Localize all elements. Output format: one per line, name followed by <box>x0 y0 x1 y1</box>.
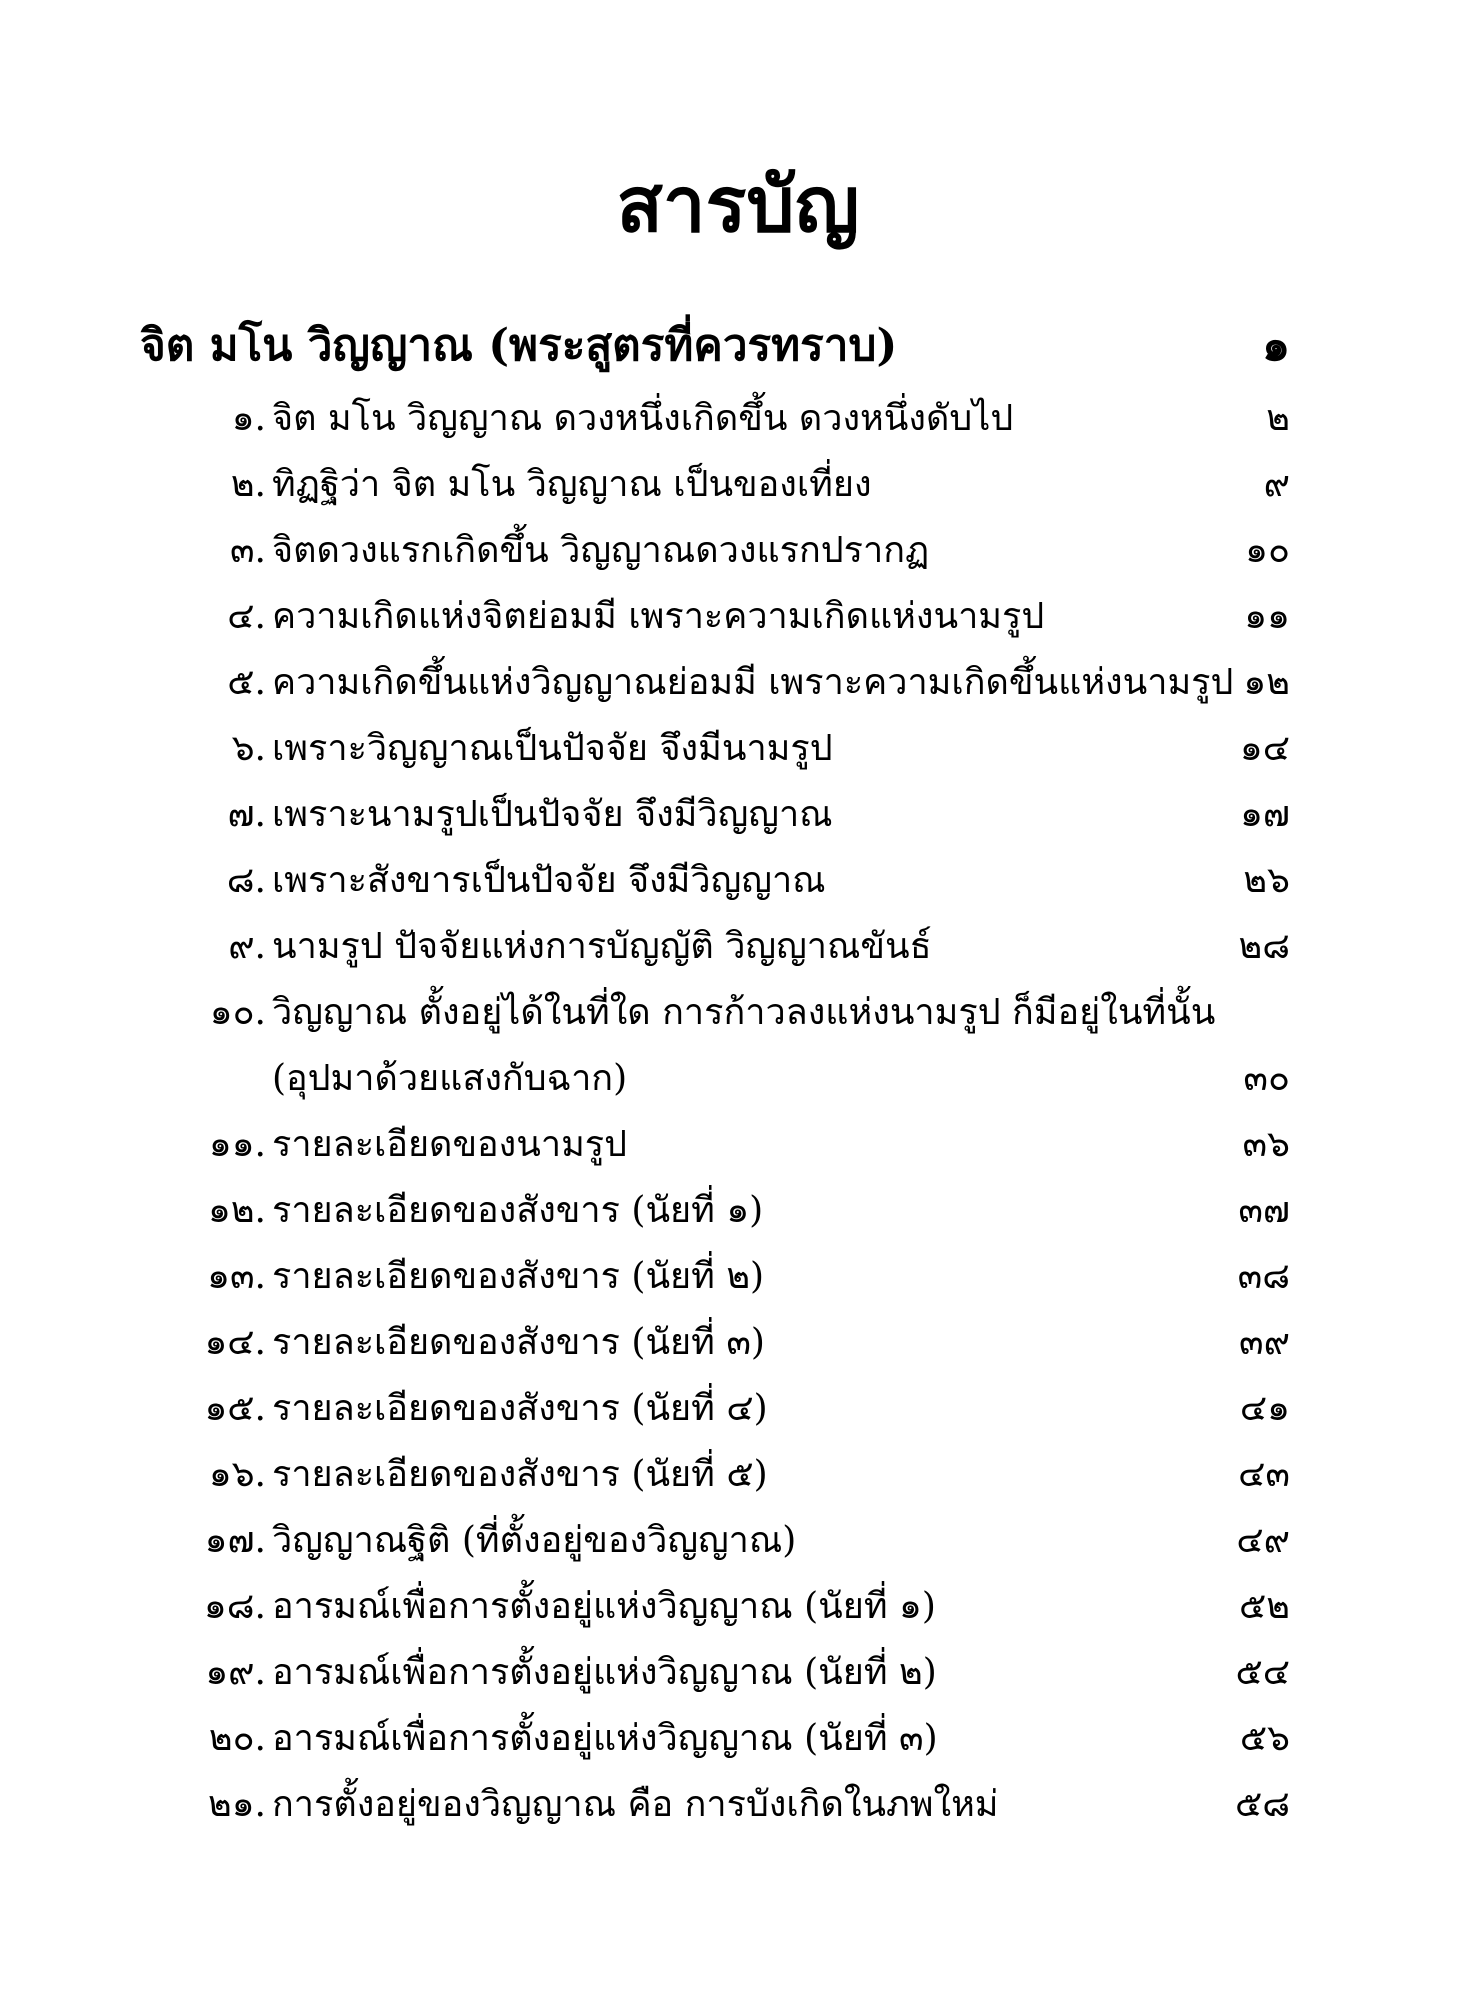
toc-entry-number: ๗. <box>227 794 266 835</box>
toc-entry-page-number: ๒ <box>1266 398 1290 439</box>
toc-entry-title-line: อารมณ์เพื่อการตั้งอยู่แห่งวิญญาณ (นัยที่ ๒) <box>272 1652 937 1693</box>
toc-entry <box>140 1706 1290 1772</box>
toc-entry-title-line: จิตดวงแรกเกิดขึ้น วิญญาณดวงแรกปรากฏ <box>272 530 930 571</box>
toc-entry-title-line: (อุปมาด้วยแสงกับฉาก) <box>272 1058 628 1099</box>
toc-entry-number: ๙. <box>228 926 266 967</box>
toc-entry <box>140 1244 1290 1310</box>
toc-entry-number: ๒๐. <box>208 1718 266 1759</box>
toc-entry-page-number: ๑๑ <box>1244 596 1290 637</box>
toc-entry-title <box>272 1376 768 1442</box>
toc-entry-title <box>272 1244 764 1310</box>
toc-entry <box>140 914 1290 980</box>
toc-entry-title <box>272 782 833 848</box>
toc-entry-number: ๑๑. <box>208 1124 266 1165</box>
toc-entry-title <box>272 980 1215 1112</box>
toc-list <box>140 386 1290 1838</box>
toc-entry-page-number: ๕๘ <box>1234 1784 1290 1825</box>
toc-entry-title-line: วิญญาณ ตั้งอยู่ได้ในที่ใด การก้าวลงแห่งนามรูป ก็มีอยู่ในที่นั้น <box>272 992 1216 1033</box>
toc-entry-page-number: ๑๔ <box>1239 728 1290 769</box>
toc-entry-number: ๑๖. <box>208 1454 266 1495</box>
toc-entry <box>140 1508 1290 1574</box>
toc-entry-page-number: ๒๘ <box>1238 926 1290 967</box>
toc-entry-title <box>272 650 1233 716</box>
toc-entry <box>140 1112 1290 1178</box>
toc-entry-number: ๑๗. <box>204 1520 266 1561</box>
toc-entry <box>140 386 1290 452</box>
toc-entry-number: ๔. <box>227 596 266 637</box>
toc-section-heading <box>140 310 1290 382</box>
toc-entry-number: ๕. <box>227 662 266 703</box>
toc-entry-number: ๒๑. <box>207 1784 266 1825</box>
page-title: สารบัญ <box>616 160 860 249</box>
toc-entry-title <box>272 386 1013 452</box>
toc-entry-title <box>272 1640 937 1706</box>
toc-entry <box>140 518 1290 584</box>
toc-entry-number: ๑๒. <box>207 1190 266 1231</box>
toc-entry <box>140 848 1290 914</box>
toc-entry-page-number: ๓๐ <box>1243 1058 1290 1099</box>
toc-entry-page-number: ๕๒ <box>1239 1586 1290 1627</box>
toc-entry-title-line: นามรูป ปัจจัยแห่งการบัญญัติ วิญญาณขันธ์ <box>272 926 932 967</box>
toc-entry-number: ๑๓. <box>207 1256 266 1297</box>
toc-entry <box>140 1772 1290 1838</box>
toc-entry-number: ๑๘. <box>203 1586 266 1627</box>
toc-entry-title-line: จิต มโน วิญญาณ ดวงหนึ่งเกิดขึ้น ดวงหนึ่งดับไป <box>272 398 1014 439</box>
toc-entry-title <box>272 518 929 584</box>
toc-entry-number: ๘. <box>226 860 266 901</box>
toc-entry-page-number: ๕๔ <box>1235 1652 1290 1693</box>
toc-entry-title-line: ทิฏฐิว่า จิต มโน วิญญาณ เป็นของเที่ยง <box>272 464 872 505</box>
toc-entry <box>140 452 1290 518</box>
toc-entry-page-number: ๙ <box>1263 464 1290 505</box>
toc-entry <box>140 584 1290 650</box>
toc-entry-title-line: ความเกิดแห่งจิตย่อมมี เพราะความเกิดแห่งนามรูป <box>272 596 1045 637</box>
toc-entry-title <box>272 1508 796 1574</box>
toc-entry-title-line: อารมณ์เพื่อการตั้งอยู่แห่งวิญญาณ (นัยที่ ๓) <box>272 1718 938 1759</box>
toc-entry-title <box>272 452 872 518</box>
toc-entry-number: ๖. <box>231 728 266 769</box>
toc-entry <box>140 980 1290 1112</box>
toc-entry <box>140 1640 1290 1706</box>
toc-entry <box>140 1310 1290 1376</box>
toc-entry-title <box>272 1706 938 1772</box>
toc-entry-number: ๓. <box>229 530 266 571</box>
toc-entry-title-line: รายละเอียดของสังขาร (นัยที่ ๒) <box>272 1256 765 1297</box>
toc-entry-title-line: รายละเอียดของสังขาร (นัยที่ ๓) <box>272 1322 765 1363</box>
toc-entry-title <box>272 716 833 782</box>
toc-entry-title <box>272 1112 627 1178</box>
toc-entry <box>140 650 1290 716</box>
toc-entry-title-line: ความเกิดขึ้นแห่งวิญญาณย่อมมี เพราะความเกิดขึ้นแห่งนามรูป <box>272 662 1234 703</box>
toc-entry-title <box>272 584 1044 650</box>
toc-entry <box>140 1442 1290 1508</box>
toc-entry-page-number: ๓๙ <box>1239 1322 1290 1363</box>
toc-entry-page-number: ๔๙ <box>1236 1520 1290 1561</box>
section-title: จิต มโน วิญญาณ (พระสูตรที่ควรทราบ) <box>140 320 898 371</box>
toc-entry-title-line: การตั้งอยู่ของวิญญาณ คือ การบังเกิดในภพใหม่ <box>272 1784 999 1825</box>
toc-entry-page-number: ๑๒ <box>1243 662 1290 703</box>
toc-entry-number: ๑. <box>231 398 266 439</box>
toc-entry <box>140 782 1290 848</box>
toc-entry-title-line: เพราะวิญญาณเป็นปัจจัย จึงมีนามรูป <box>272 728 833 769</box>
toc-entry-page-number: ๔๑ <box>1239 1388 1290 1429</box>
toc-entry-number: ๑๙. <box>205 1652 266 1693</box>
toc-entry-page-number: ๑๗ <box>1240 794 1290 835</box>
toc-entry-title <box>272 848 826 914</box>
toc-entry-title <box>272 1178 763 1244</box>
toc-entry-number: ๑๐. <box>209 992 266 1033</box>
toc-entry-title-line: รายละเอียดของสังขาร (นัยที่ ๔) <box>272 1388 768 1429</box>
toc-entry-title-line: รายละเอียดของสังขาร (นัยที่ ๕) <box>272 1454 768 1495</box>
toc-entry-page-number: ๕๖ <box>1239 1718 1290 1759</box>
toc-entry-title <box>272 914 932 980</box>
toc-entry-number: ๒. <box>230 464 266 505</box>
toc-entry-title <box>272 1772 999 1838</box>
toc-entry-page-number: ๑๐ <box>1245 530 1290 571</box>
toc-entry-number: ๑๕. <box>204 1388 266 1429</box>
toc-entry <box>140 716 1290 782</box>
toc-entry-page-number: ๔๓ <box>1238 1454 1290 1495</box>
toc-entry-page-number: ๓๗ <box>1238 1190 1290 1231</box>
toc-entry <box>140 1178 1290 1244</box>
toc-entry-title-line: วิญญาณฐิติ (ที่ตั้งอยู่ของวิญญาณ) <box>272 1520 797 1561</box>
toc-entry-title <box>272 1574 936 1640</box>
toc-entry-page-number: ๓๘ <box>1237 1256 1290 1297</box>
toc-entry-title <box>272 1310 765 1376</box>
toc-entry-title-line: รายละเอียดของสังขาร (นัยที่ ๑) <box>272 1190 764 1231</box>
toc-entry-title <box>272 1442 768 1508</box>
toc-entry-number: ๑๔. <box>204 1322 266 1363</box>
toc-entry-page-number: ๒๖ <box>1243 860 1290 901</box>
toc-entry-title-line: รายละเอียดของนามรูป <box>272 1124 627 1165</box>
toc-entry-page-number: ๓๖ <box>1242 1124 1290 1165</box>
toc-entry <box>140 1376 1290 1442</box>
toc-entry <box>140 1574 1290 1640</box>
toc-entry-title-line: เพราะนามรูปเป็นปัจจัย จึงมีวิญญาณ <box>272 794 833 835</box>
toc-entry-title-line: อารมณ์เพื่อการตั้งอยู่แห่งวิญญาณ (นัยที่ ๑) <box>272 1586 936 1627</box>
section-page-number: ๑ <box>1262 320 1290 371</box>
toc-entry-title-line: เพราะสังขารเป็นปัจจัย จึงมีวิญญาณ <box>272 860 826 901</box>
